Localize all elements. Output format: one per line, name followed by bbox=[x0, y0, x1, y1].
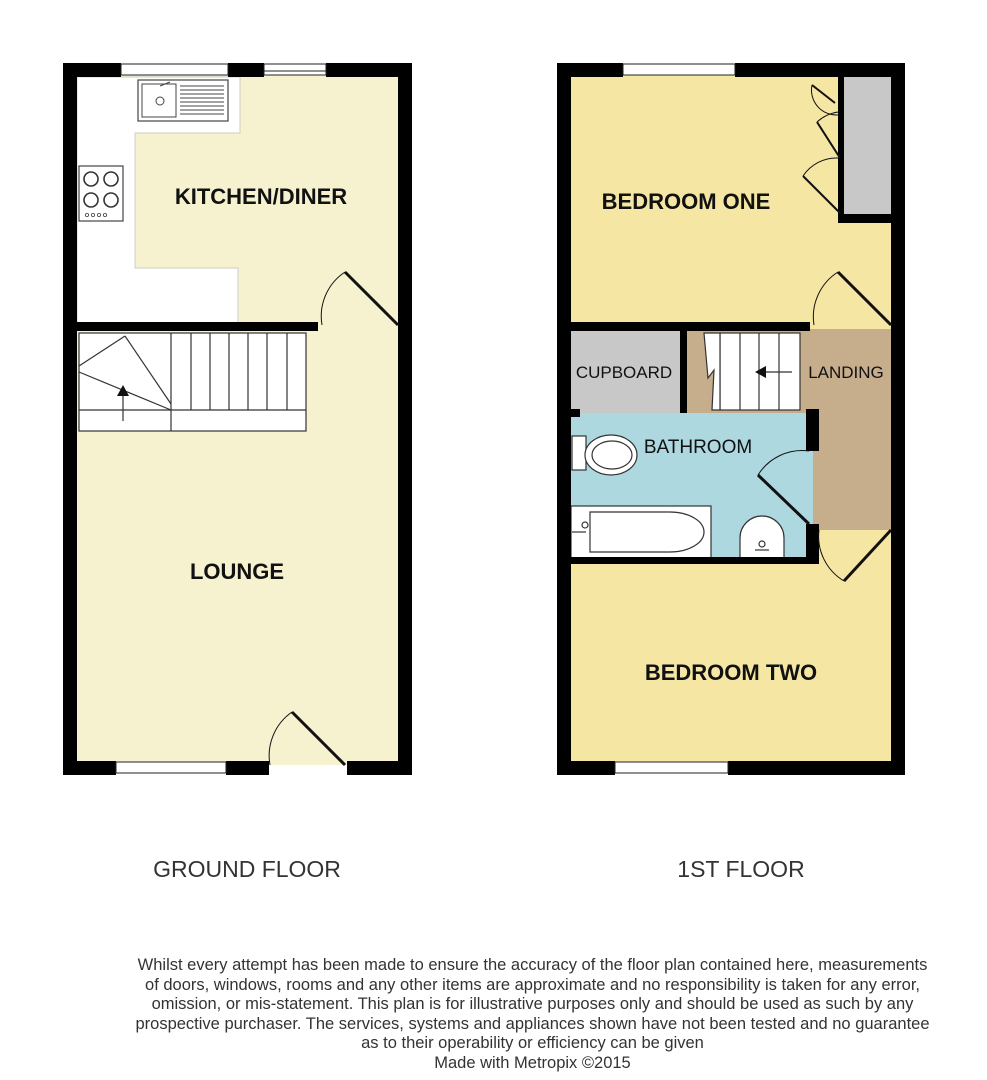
kitchen-diner-label: KITCHEN/DINER bbox=[174, 184, 348, 209]
bedroom-one-label: BEDROOM ONE bbox=[601, 189, 771, 214]
first-floor-plan bbox=[557, 63, 905, 775]
cupboard-label: CUPBOARD bbox=[575, 363, 673, 382]
disclaimer-line: as to their operability or efficiency can be given bbox=[361, 1034, 704, 1053]
ground-floor-caption: GROUND FLOOR bbox=[153, 856, 341, 882]
disclaimer-line: of doors, windows, rooms and any other items are approximate and no responsibility is taken for any error, bbox=[145, 975, 920, 994]
landing-label: LANDING bbox=[808, 363, 884, 382]
hob-icon bbox=[79, 166, 123, 221]
disclaimer bbox=[90, 956, 975, 1074]
bedroom-two-label: BEDROOM TWO bbox=[644, 660, 818, 685]
first-floor-caption: 1ST FLOOR bbox=[677, 856, 805, 882]
sink-icon bbox=[138, 80, 228, 121]
toilet-icon bbox=[572, 435, 637, 475]
ground-floor-stairs bbox=[79, 333, 306, 431]
bathroom-label: BATHROOM bbox=[643, 437, 753, 458]
wardrobe bbox=[841, 75, 892, 218]
metropix-credit: Made with Metropix ©2015 bbox=[434, 1053, 631, 1072]
disclaimer-line: prospective purchaser. The services, systems and appliances shown have not been tested and no guarantee bbox=[135, 1014, 930, 1033]
bath-icon bbox=[571, 506, 711, 558]
ground-floor-plan bbox=[63, 63, 412, 775]
disclaimer-line: omission, or mis-statement. This plan is for illustrative purposes only and should be used as such by any bbox=[151, 995, 914, 1014]
lounge-label: LOUNGE bbox=[189, 559, 285, 584]
basin-icon bbox=[740, 516, 784, 558]
disclaimer-line: Whilst every attempt has been made to ensure the accuracy of the floor plan contained here, measurements bbox=[137, 956, 928, 974]
first-floor-stairs bbox=[704, 333, 800, 410]
